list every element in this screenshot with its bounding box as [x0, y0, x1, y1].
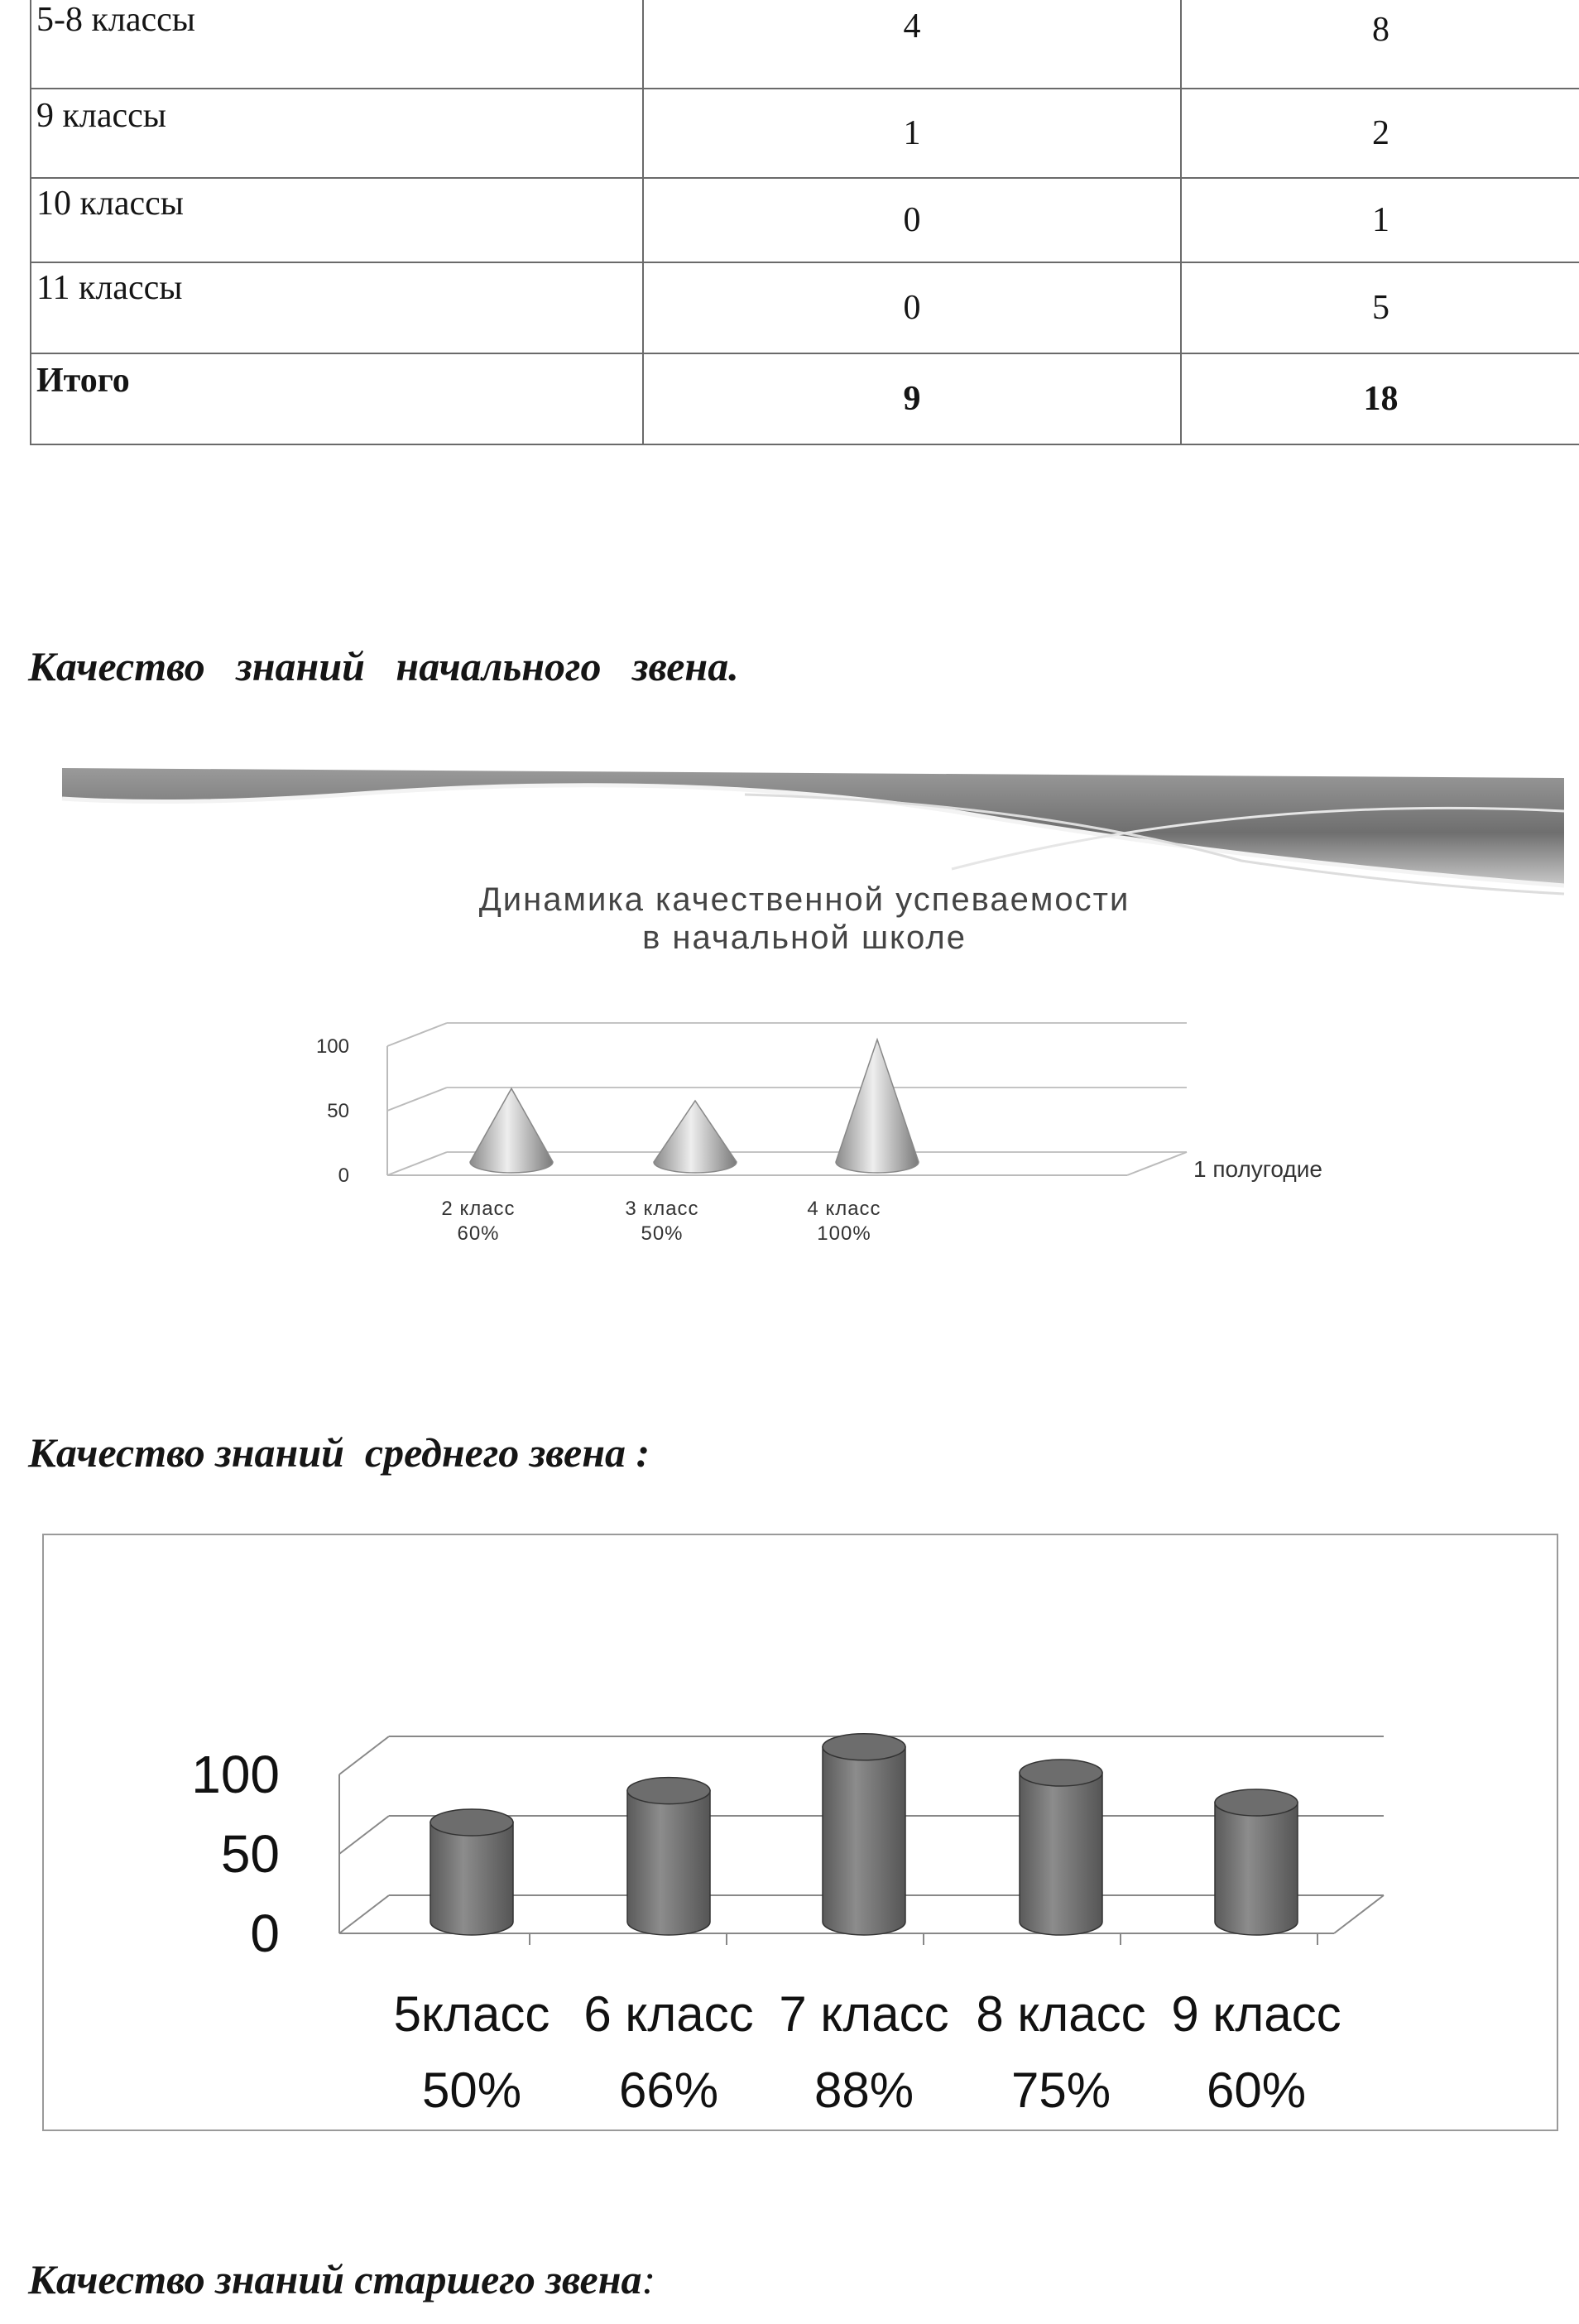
row-label: 9 классы — [31, 89, 643, 178]
cylinder-top — [430, 1809, 513, 1836]
y-tick-label: 50 — [327, 1100, 349, 1122]
row-value: 0 — [643, 178, 1181, 262]
cylinder-bar — [823, 1747, 905, 1935]
category-label: 60% — [1206, 2062, 1307, 2118]
cylinder-bar — [430, 1822, 513, 1935]
y-tick-label: 100 — [191, 1745, 280, 1804]
table-row — [31, 89, 1579, 178]
category-label: 100% — [817, 1222, 871, 1245]
category-label: 60% — [457, 1222, 500, 1245]
cylinder-top — [1215, 1789, 1298, 1816]
total-value: 9 — [643, 353, 1181, 444]
cone-bar — [654, 1101, 737, 1173]
heading-senior-colon: : — [641, 2256, 656, 2302]
row-label: 5-8 классы — [31, 0, 643, 89]
total-label: Итого — [31, 353, 643, 444]
table-row — [31, 0, 1579, 89]
category-label: 88% — [813, 2062, 914, 2118]
cylinder-bar — [1215, 1803, 1298, 1935]
cone-bar — [470, 1088, 553, 1173]
grid-line — [387, 1088, 447, 1111]
middle-school-chart — [0, 1523, 1579, 2144]
cone-bar — [836, 1040, 919, 1173]
classes-table — [30, 0, 1579, 445]
y-tick-label: 50 — [220, 1824, 280, 1884]
cylinder-bar — [1020, 1773, 1102, 1935]
y-tick-label: 100 — [315, 1035, 349, 1058]
grid-line — [387, 1023, 447, 1046]
row-value: 4 — [643, 0, 1181, 89]
row-value: 1 — [643, 89, 1181, 178]
category-label: 2 класс — [441, 1198, 516, 1220]
y-axis-ticks — [316, 1035, 349, 1187]
heading-senior-level — [28, 2255, 655, 2303]
primary-school-chart — [0, 745, 1579, 1291]
chart-marks — [470, 1040, 919, 1173]
category-label: 50% — [641, 1222, 684, 1245]
table-row — [31, 262, 1579, 353]
category-label: 50% — [421, 2062, 522, 2118]
table-row-total — [31, 353, 1579, 444]
table-row — [31, 178, 1579, 262]
category-label: 7 класс — [779, 1986, 949, 2042]
row-value: 5 — [1181, 262, 1579, 353]
category-label: 66% — [618, 2062, 719, 2118]
total-value: 18 — [1181, 353, 1579, 444]
heading-middle-level: Качество знаний среднего звена : — [28, 1429, 650, 1476]
row-value: 0 — [643, 262, 1181, 353]
category-label: 9 класс — [1171, 1986, 1341, 2042]
category-label: 8 класс — [976, 1986, 1146, 2042]
chart-title-line: Динамика качественной успеваемости — [478, 881, 1130, 918]
category-labels — [441, 1198, 881, 1245]
y-tick-label: 0 — [338, 1164, 349, 1187]
heading-primary-level: Качество знаний начального звена. — [28, 643, 739, 689]
heading-senior-text: Качество знаний старшего звена — [28, 2256, 642, 2302]
series-label: 1 полугодие — [1193, 1156, 1322, 1182]
category-label: 75% — [1010, 2062, 1111, 2118]
row-value: 8 — [1181, 0, 1579, 89]
row-value: 1 — [1181, 178, 1579, 262]
chart-title-line: в начальной школе — [642, 920, 967, 956]
banner-decoration — [62, 768, 1564, 894]
y-tick-label: 0 — [250, 1904, 280, 1963]
category-label: 5класс — [393, 1986, 550, 2042]
cylinder-top — [627, 1778, 710, 1804]
category-label: 4 класс — [807, 1198, 881, 1220]
grid-line — [387, 1152, 447, 1175]
chart-title — [479, 881, 1130, 956]
row-label: 11 классы — [31, 262, 643, 353]
category-label: 6 класс — [583, 1986, 754, 2042]
row-value: 2 — [1181, 89, 1579, 178]
category-label: 3 класс — [625, 1198, 699, 1220]
row-label: 10 классы — [31, 178, 643, 262]
cylinder-bar — [627, 1791, 710, 1935]
floor-edge — [1127, 1152, 1187, 1175]
cylinder-top — [823, 1734, 905, 1760]
cylinder-top — [1020, 1760, 1102, 1786]
